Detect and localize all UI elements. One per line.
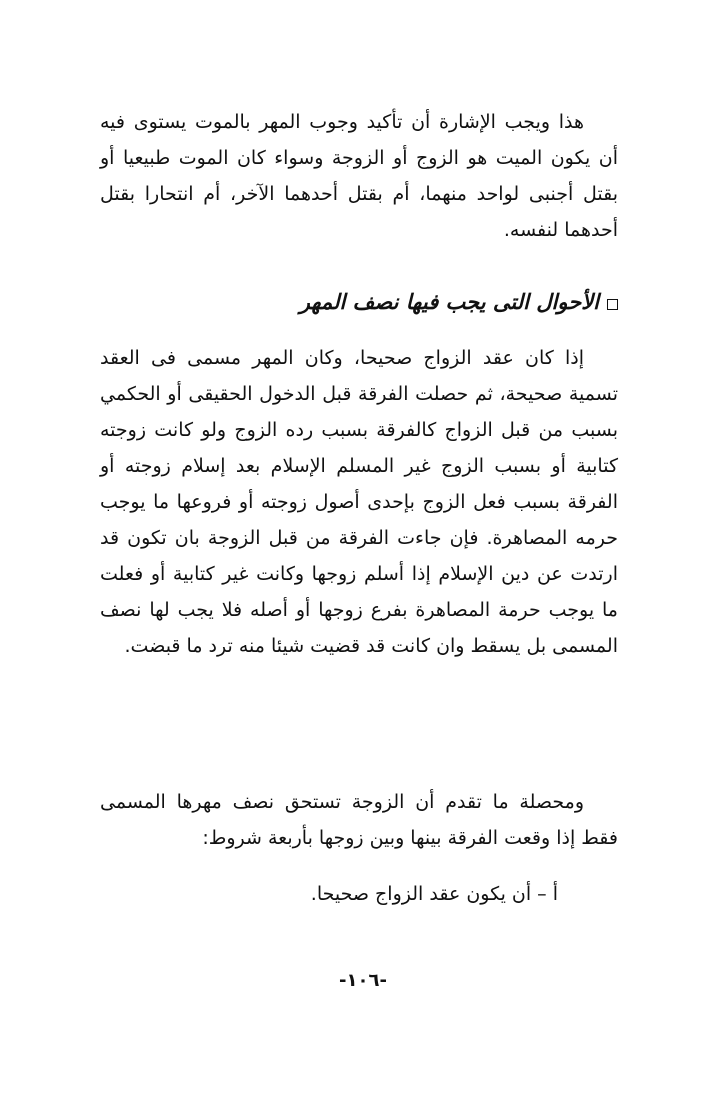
section-heading-text: الأحوال التى يجب فيها نصف المهر [299,290,599,314]
square-bullet-icon [607,299,618,310]
paragraph-half-dowry-cases [100,340,618,664]
section-heading [100,284,618,320]
page-number: -١٠٦- [339,970,387,991]
paragraph-summary [100,784,618,856]
paragraph-text: ومحصلة ما تقدم أن الزوجة تستحق نصف مهرها المسمى فقط إذا وقعت الفرقة بينها وبين زوجها بأربعة شروط: [100,791,618,849]
condition-text: أ – أن يكون عقد الزواج صحيحا. [310,883,558,905]
condition-item-a [100,876,618,912]
paragraph-death-dowry [100,104,618,248]
paragraph-text: هذا ويجب الإشارة أن تأكيد وجوب المهر بالموت يستوى فيه أن يكون الميت هو الزوج أو الزوجة وسواء كان الموت طبيعيا أو بقتل أجنبى لواحد منهما، أم بقتل أحدهما الآخر، أم انتحارا بقتل أحدهما لنفسه. [100,111,618,241]
paragraph-text: إذا كان عقد الزواج صحيحا، وكان المهر مسمى فى العقد تسمية صحيحة، ثم حصلت الفرقة قبل الدخول الحقيقى أو الحكمي بسبب من قبل الزواج كالفرقة بسبب رده الزوج ولو كانت زوجته كتابية أو بسبب الزوج غير المسلم الإسلام بعد إسلام زوجته أو الفرقة بسبب فعل الزوج بإحدى أصول زوجته أو فروعها ما يوجب حرمه المصاهرة. فإن جاءت الفرقة من قبل الزوجة بان تكون قد ارتدت عن دين الإسلام إذا أسلم زوجها وكانت غير كتابية أو فعلت ما يوجب حرمة المصاهرة بفرع زوجها أو أصله فلا يجب لها نصف المسمى بل يسقط وان كانت قد قضيت شيئا منه ترد ما قبضت. [100,347,618,657]
